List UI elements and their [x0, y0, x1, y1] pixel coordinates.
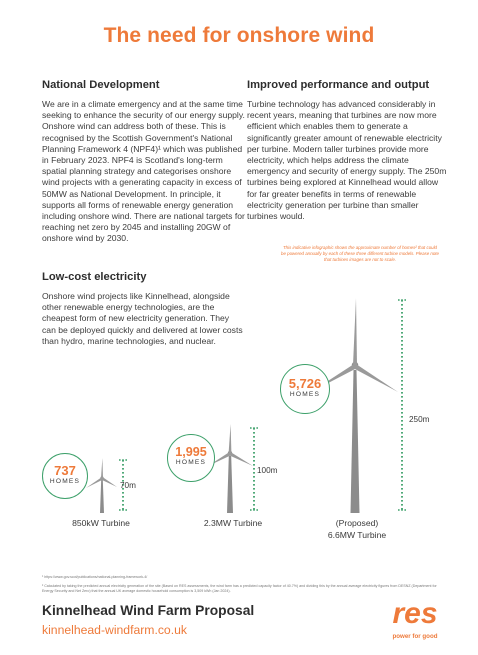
improved-heading: Improved performance and output — [247, 79, 430, 91]
height-label-100m: 100m — [257, 466, 278, 475]
homes-badge-2-3mw — [167, 434, 215, 482]
footnote-1: ¹ https://www.gov.scot/publications/national-planning-framework-4/ — [42, 575, 148, 579]
homes-label: HOMES — [289, 391, 321, 398]
homes-count: 1,995 — [175, 445, 207, 459]
wind-turbine-icon — [86, 458, 117, 513]
national-text: We are in a climate emergency and at the same time seeking to enhance the security of our energy supply. Onshore wind can address both of these. This is recognised by the Scottish Government's National Planning Framework 4 (NPF4)¹ which was published in February 2023. NPF4 is Scotland's long-term spatial planning strategy and categorises onshore wind projects with a generating capacity in excess of 50MW as National Development. In principle, it supports all forms of renewable energy generation including onshore wind. There are national targets for reaching net zero by 2045 and installing 20GW of onshore wind by 2030. — [42, 99, 245, 244]
height-label-70m: 70m — [120, 481, 136, 490]
homes-badge-6-6mw — [280, 364, 330, 414]
turbine-label-2-3mw: 2.3MW Turbine — [203, 518, 263, 528]
turbine-label-6-6mw-line1: (Proposed) — [335, 518, 379, 528]
homes-count: 737 — [54, 463, 76, 478]
website-link[interactable]: kinnelhead-windfarm.co.uk — [42, 623, 187, 637]
infographic-note: This indicative infographic shows the approximate number of homes² that could be powered annually by each of these three different turbine models. Please note that turbines images are not to scale. — [281, 245, 439, 262]
res-logo — [385, 598, 445, 640]
homes-label: HOMES — [49, 478, 81, 485]
national-heading: National Development — [42, 79, 160, 91]
res-logo-mark — [385, 598, 445, 628]
proposal-title: Kinnelhead Wind Farm Proposal — [42, 603, 255, 618]
lowcost-heading: Low-cost electricity — [42, 271, 147, 283]
improved-text: Turbine technology has advanced considerably in recent years, meaning that turbines are now more efficient which enables them to generate a significantly greater amount of renewable electricity per turbine. Modern taller turbines provide more electricity, which helps address the climate emergency and security of energy supply. The 250m turbines being explored at Kinnelhead would allow for far greater benefits in terms of renewable electricity generation per turbine than smaller turbines would. — [247, 99, 447, 222]
page-title: The need for onshore wind — [103, 24, 375, 47]
footnote-2: ² Calculated by taking the predicted annual electricity generation of the site (Based on RES assessments, the wind farm has a predicted capacity factor of 40.7%) and dividing this by the annual average electricity figures from DESNZ (Department for Energy Security and Net Zero) that the annual UK average domestic household consumption is 3,509 kWh (Jan 2024). — [42, 584, 437, 593]
height-label-250m: 250m — [409, 415, 430, 424]
homes-label: HOMES — [175, 459, 207, 466]
homes-count: 5,726 — [288, 376, 322, 391]
wind-turbine-icon — [208, 424, 253, 513]
turbine-label-6-6mw-line2: 6.6MW Turbine — [327, 530, 387, 540]
wind-turbine-icon — [311, 298, 398, 513]
res-logo-text: res — [392, 598, 438, 628]
res-tagline: power for good — [392, 633, 438, 640]
homes-badge-850kw — [42, 453, 88, 499]
turbine-label-850kw: 850kW Turbine — [72, 518, 130, 528]
lowcost-text: Onshore wind projects like Kinnelhead, alongside other renewable energy technologies, are the cheapest form of new electricity generation. They can be deployed quickly and delivered at lower costs than hydro, marine technologies, and nuclear. — [42, 291, 243, 346]
